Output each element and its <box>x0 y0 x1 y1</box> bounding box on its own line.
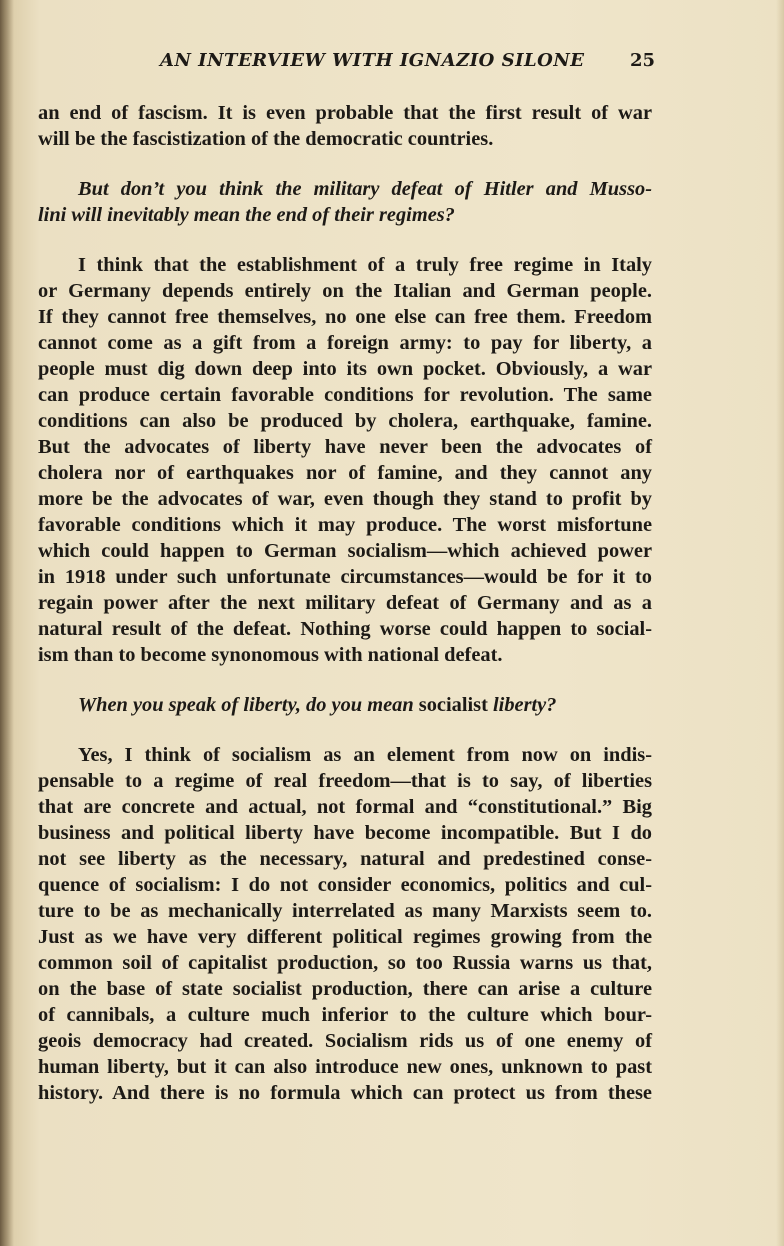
text-line: conditions can also be produced by cholera, earthquake, famine. <box>38 410 652 432</box>
text-line: which could happen to German socialism—which achieved power <box>38 540 652 562</box>
text-line: I think that the establishment of a truly free regime in Italy <box>78 254 652 276</box>
text-line: business and political liberty have become incompatible. But I do <box>38 822 652 844</box>
text-line: cannot come as a gift from a foreign army: to pay for liberty, a <box>38 332 652 354</box>
body-text <box>38 100 652 1106</box>
text-line: history. And there is no formula which can protect us from these <box>38 1082 652 1104</box>
text-line: If they cannot free themselves, no one else can free them. Freedom <box>38 306 652 328</box>
page-edge <box>776 0 784 1246</box>
paragraph-2 <box>38 252 652 668</box>
text-line: ism than to become synonomous with national defeat. <box>38 644 503 666</box>
text-line: But the advocates of liberty have never been the advocates of <box>38 436 652 458</box>
text-line: common soil of capitalist production, so too Russia warns us that, <box>38 952 652 974</box>
text-line: in 1918 under such unfortunate circumstances—would be for it to <box>38 566 652 588</box>
text-line: on the base of state socialist production, there can arise a culture <box>38 978 652 1000</box>
text-line: not see liberty as the necessary, natural and predestined conse- <box>38 848 652 870</box>
text-line: geois democracy had created. Socialism rids us of one enemy of <box>38 1030 652 1052</box>
text-line: lini will inevitably mean the end of their regimes? <box>38 204 455 226</box>
text-line: favorable conditions which it may produce. The worst misfortune <box>38 514 652 536</box>
text-line: pensable to a regime of real freedom—that is to say, of liberties <box>38 770 652 792</box>
text-line: natural result of the defeat. Nothing worse could happen to social- <box>38 618 652 640</box>
text-line: regain power after the next military defeat of Germany and as a <box>38 592 652 614</box>
text-line: Yes, I think of socialism as an element from now on indis- <box>78 744 652 766</box>
text-line: people must dig down deep into its own pocket. Obviously, a war <box>38 358 652 380</box>
question-text: When you speak of liberty, do you mean <box>78 694 419 716</box>
question-text-end: liberty? <box>487 694 557 716</box>
question-1 <box>38 176 652 228</box>
page-number: 25 <box>630 50 656 71</box>
text-line: can produce certain favorable conditions for revolution. The same <box>38 384 652 406</box>
binding-gutter-shadow <box>0 0 14 1246</box>
text-line: cholera nor of earthquakes nor of famine, and they cannot any <box>38 462 652 484</box>
text-line: will be the fascistization of the democratic countries. <box>38 128 494 150</box>
text-line: Just as we have very different political regimes growing from the <box>38 926 652 948</box>
text-line: ture to be as mechanically interrelated as many Marxists seem to. <box>38 900 652 922</box>
text-line: human liberty, but it can also introduce new ones, unknown to past <box>38 1056 652 1078</box>
text-line: that are concrete and actual, not formal and “constitutional.” Big <box>38 796 652 818</box>
text-line: of cannibals, a culture much inferior to the culture which bour- <box>38 1004 652 1026</box>
text-line: quence of socialism: I do not consider economics, politics and cul- <box>38 874 652 896</box>
text-line <box>38 692 652 718</box>
text-line: an end of fascism. It is even probable that the first result of war <box>38 102 652 124</box>
paragraph-1 <box>38 100 652 152</box>
paragraph-3 <box>38 742 652 1106</box>
running-header <box>0 50 784 80</box>
text-line: or Germany depends entirely on the Italian and German people. <box>38 280 652 302</box>
question-2 <box>38 692 652 718</box>
text-line: But don’t you think the military defeat of Hitler and Musso- <box>78 178 652 200</box>
running-title: AN INTERVIEW WITH IGNAZIO SILONE <box>160 50 585 71</box>
question-roman-word: socialist <box>418 694 488 716</box>
text-line: more be the advocates of war, even though they stand to profit by <box>38 488 652 510</box>
